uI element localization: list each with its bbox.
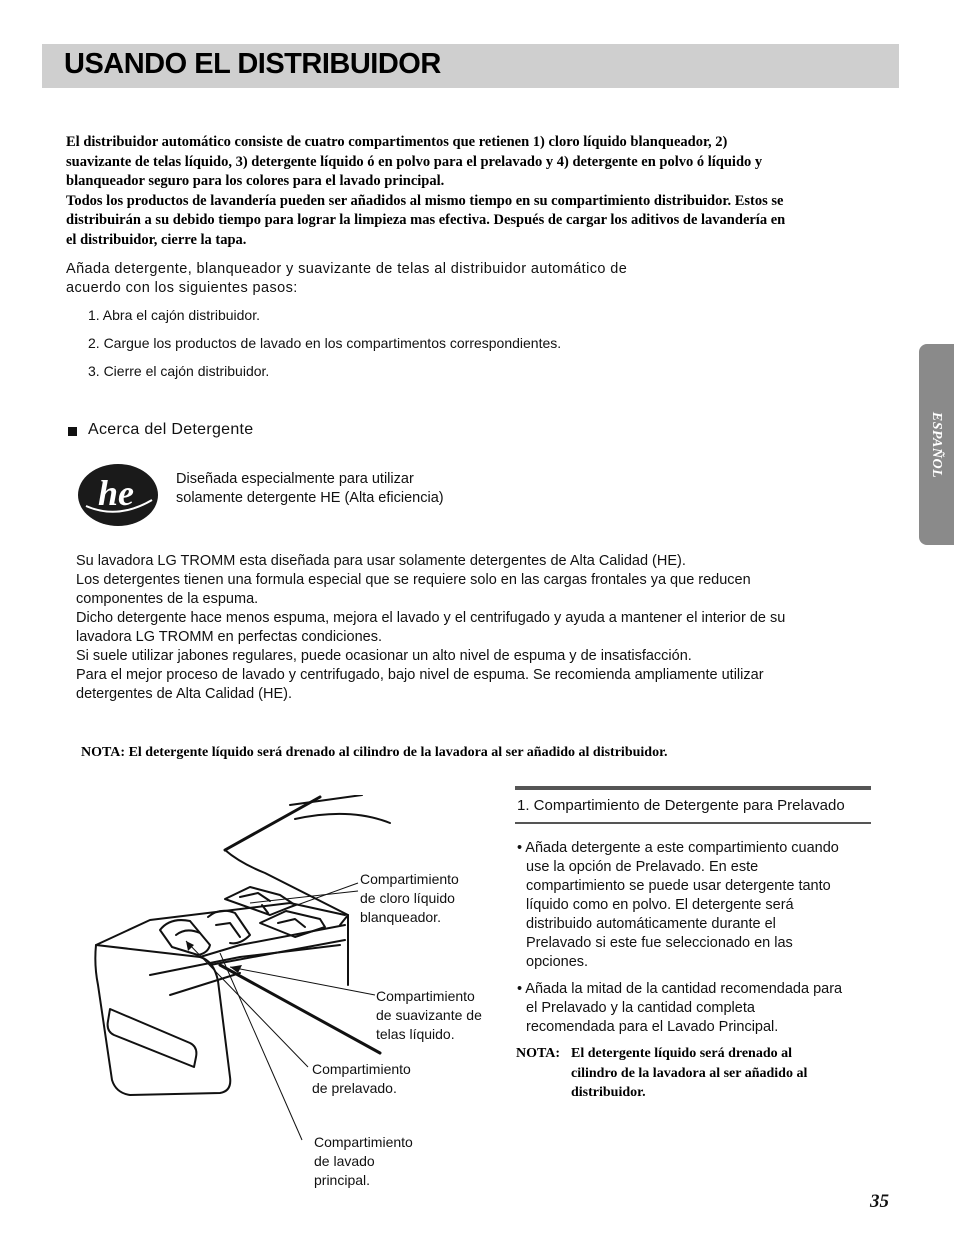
note-line: cilindro de la lavadora al ser añadido al: [571, 1065, 808, 1081]
bullet-line: distribuido automáticamente durante el: [526, 916, 776, 932]
intro-line: distribuirán a su debido tiempo para lograr la limpieza mas efectiva. Después de cargar los aditivos de lavandería en: [66, 212, 786, 229]
label-line: principal.: [314, 1172, 371, 1188]
page-title: USANDO EL DISTRIBUIDOR: [64, 48, 441, 80]
he-paragraph-line: Los detergentes tienen una formula especial que se requiere solo en las cargas frontales ya que reducen: [76, 572, 751, 588]
language-tab-label-wrap: [919, 344, 954, 545]
instructions-line: acuerdo con los siguientes pasos:: [66, 280, 298, 296]
label-line: Compartimiento: [376, 988, 475, 1004]
note-line: distribuidor.: [571, 1085, 646, 1100]
intro-line: El distribuidor automático consiste de cuatro compartimentos que retienen 1) cloro líquido blanqueador, 2): [66, 134, 728, 150]
step-item: 3. Cierre el cajón distribuidor.: [88, 363, 270, 379]
label-line: de suavizante de: [376, 1007, 482, 1023]
bullet-line: use la opción de Prelavado. En este: [526, 859, 759, 875]
he-caption-line: Diseñada especialmente para utilizar: [176, 471, 414, 487]
page-number: 35: [870, 1191, 889, 1212]
bullet-line: el Prelavado y la cantidad completa: [526, 1000, 755, 1016]
he-paragraph-line: Para el mejor proceso de lavado y centrifugado, bajo nivel de espuma. Se recomienda ampliamente utilizar: [76, 667, 764, 683]
intro-line: blanqueador seguro para los colores para el lavado principal.: [66, 173, 445, 190]
square-bullet-icon: [68, 427, 77, 436]
step-item: 2. Cargue los productos de lavado en los compartimentos correspondientes.: [88, 335, 562, 351]
intro-paragraph: [66, 133, 896, 251]
he-paragraph-line: detergentes de Alta Calidad (HE).: [76, 686, 293, 702]
panel-bullet-1: [517, 839, 877, 972]
label-line: de prelavado.: [312, 1080, 397, 1096]
he-paragraph-line: lavadora LG TROMM en perfectas condiciones.: [76, 629, 382, 645]
step-item: 1. Abra el cajón distribuidor.: [88, 307, 260, 323]
he-caption: [176, 470, 444, 508]
bullet-line: líquido como en polvo. El detergente será: [526, 897, 794, 913]
he-paragraph-line: Su lavadora LG TROMM esta diseñada para usar solamente detergentes de Alta Calidad (HE).: [76, 553, 686, 569]
he-caption-line: solamente detergente HE (Alta eficiencia): [176, 490, 444, 506]
label-line: Compartimiento: [360, 871, 459, 887]
bullet-line: Prelavado si este fue seleccionado en las: [526, 935, 793, 951]
label-line: de cloro líquido: [360, 890, 455, 906]
bullet-line: compartimiento se puede usar detergente tanto: [526, 878, 831, 894]
he-paragraph-line: componentes de la espuma.: [76, 591, 259, 607]
he-paragraph-line: Si suele utilizar jabones regulares, puede ocasionar un alto nivel de espuma y de insatisfacción.: [76, 648, 692, 664]
label-line: Compartimiento: [312, 1061, 411, 1077]
intro-line: Todos los productos de lavandería pueden ser añadidos al mismo tiempo en su compartimiento distribuidor. Estos se: [66, 192, 784, 209]
panel-heading: 1. Compartimiento de Detergente para Prelavado: [517, 797, 845, 814]
label-line: de lavado: [314, 1153, 375, 1169]
he-logo-text: he: [98, 473, 134, 513]
bullet-line: recomendada para el Lavado Principal.: [526, 1019, 779, 1035]
language-tab-label: ESPAÑOL: [929, 411, 945, 478]
panel-note-text: [571, 1044, 807, 1103]
detergent-heading: Acerca del Detergente: [88, 421, 254, 438]
panel-top-rule: [515, 786, 871, 790]
intro-line: el distribuidor, cierre la tapa.: [66, 231, 247, 248]
panel-note-label: NOTA:: [516, 1046, 561, 1061]
panel-bullet-2: [517, 980, 877, 1037]
intro-line: suavizante de telas líquido, 3) detergente líquido ó en polvo para el prelavado y 4) detergente en polvo ó líquido y: [66, 153, 763, 170]
label-line: Compartimiento: [314, 1134, 413, 1150]
he-paragraph: [76, 552, 876, 704]
panel-bottom-rule: [515, 822, 871, 824]
bullet-line: • Añada detergente a este compartimiento cuando: [517, 840, 839, 856]
label-bleach-compartment: [360, 870, 459, 927]
instructions: [66, 260, 627, 298]
label-line: telas líquido.: [376, 1026, 455, 1042]
label-prewash-compartment: [312, 1060, 411, 1098]
he-paragraph-line: Dicho detergente hace menos espuma, mejora el lavado y el centrifugado y ayuda a mantener el interior de su: [76, 610, 786, 626]
label-mainwash-compartment: [314, 1133, 413, 1190]
note-line: El detergente líquido será drenado al: [571, 1046, 793, 1061]
label-softener-compartment: [376, 987, 482, 1044]
bullet-line: • Añada la mitad de la cantidad recomendada para: [517, 981, 843, 997]
he-logo-icon: [76, 462, 160, 528]
note-main: NOTA: El detergente líquido será drenado al cilindro de la lavadora al ser añadido al distribuidor.: [81, 745, 668, 760]
instructions-line: Añada detergente, blanqueador y suavizante de telas al distribuidor automático de: [66, 261, 628, 277]
bullet-line: opciones.: [526, 954, 589, 970]
label-line: blanqueador.: [360, 909, 441, 925]
